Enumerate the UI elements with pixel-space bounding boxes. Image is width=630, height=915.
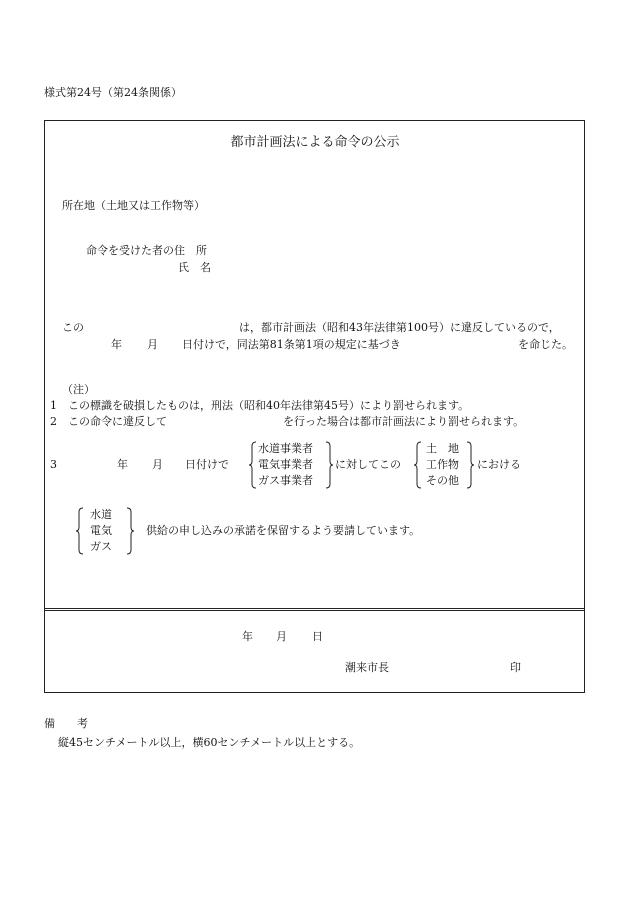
frame-divider (44, 608, 585, 611)
operators-group (249, 441, 333, 489)
note-3-day: 日付けで (185, 458, 229, 471)
note-1-text: この標識を破損したものは，刑法（昭和40年法律第45号）により罰せられます。 (68, 399, 470, 412)
form-number: 様式第24号（第24条関係） (44, 86, 182, 99)
operator-electric: 電気事業者 (258, 458, 313, 471)
object-land: 土 地 (426, 442, 459, 455)
right-brace-icon (466, 441, 474, 489)
left-brace-icon (249, 441, 257, 489)
footer-day: 日 (312, 630, 323, 643)
location-label: 所在地（土地又は工作物等） (62, 199, 205, 212)
note-2-rest: を行った場合は都市計画法により罰せられます。 (283, 415, 525, 428)
note-2-number: 2 (50, 415, 57, 428)
note-2-text: この命令に違反して (68, 415, 167, 428)
utility-gas: ガス (90, 540, 112, 553)
right-brace-icon (126, 507, 134, 555)
utilities-group (76, 507, 134, 555)
mayor-title: 潮来市長 (345, 661, 389, 674)
utility-request: 供給の申し込みの承諾を保留するよう要請しています。 (146, 524, 421, 537)
note-3-at: における (477, 458, 521, 471)
statement-day-text: 日付けで，同法第81条第1項の規定に基づき (182, 338, 401, 351)
utility-water: 水道 (90, 508, 112, 521)
recipient-name-label: 氏 名 (178, 261, 211, 274)
note-3-to-this: に対してこの (335, 458, 401, 471)
note-3-year: 年 (117, 458, 128, 471)
object-other: その他 (426, 474, 459, 487)
footer-month: 月 (276, 630, 287, 643)
remarks-heading: 備 考 (44, 717, 88, 730)
left-brace-icon (414, 441, 422, 489)
note-3-number: 3 (50, 458, 57, 471)
notice-title: 都市計画法による命令の公示 (230, 135, 400, 150)
seal-mark: 印 (510, 661, 521, 674)
objects-group (414, 441, 474, 489)
remarks-text: 縦45センチメートル以上，横60センチメートル以上とする。 (58, 736, 361, 749)
statement-line1: は，都市計画法（昭和43年法律第100号）に違反しているので， (239, 321, 560, 334)
operator-gas: ガス事業者 (258, 474, 313, 487)
statement-this: この (62, 321, 84, 334)
note-3-month: 月 (152, 458, 163, 471)
operator-water: 水道事業者 (258, 442, 313, 455)
recipient-address-label: 命令を受けた者の住 所 (86, 244, 207, 257)
notes-heading: （注） (62, 383, 95, 396)
utility-electric: 電気 (90, 524, 112, 537)
statement-year: 年 (111, 338, 122, 351)
object-structure: 工作物 (426, 458, 459, 471)
right-brace-icon (325, 441, 333, 489)
left-brace-icon (76, 507, 84, 555)
footer-year: 年 (242, 630, 253, 643)
statement-ordered: を命じた。 (518, 338, 573, 351)
statement-month: 月 (147, 338, 158, 351)
note-1-number: 1 (50, 399, 57, 412)
